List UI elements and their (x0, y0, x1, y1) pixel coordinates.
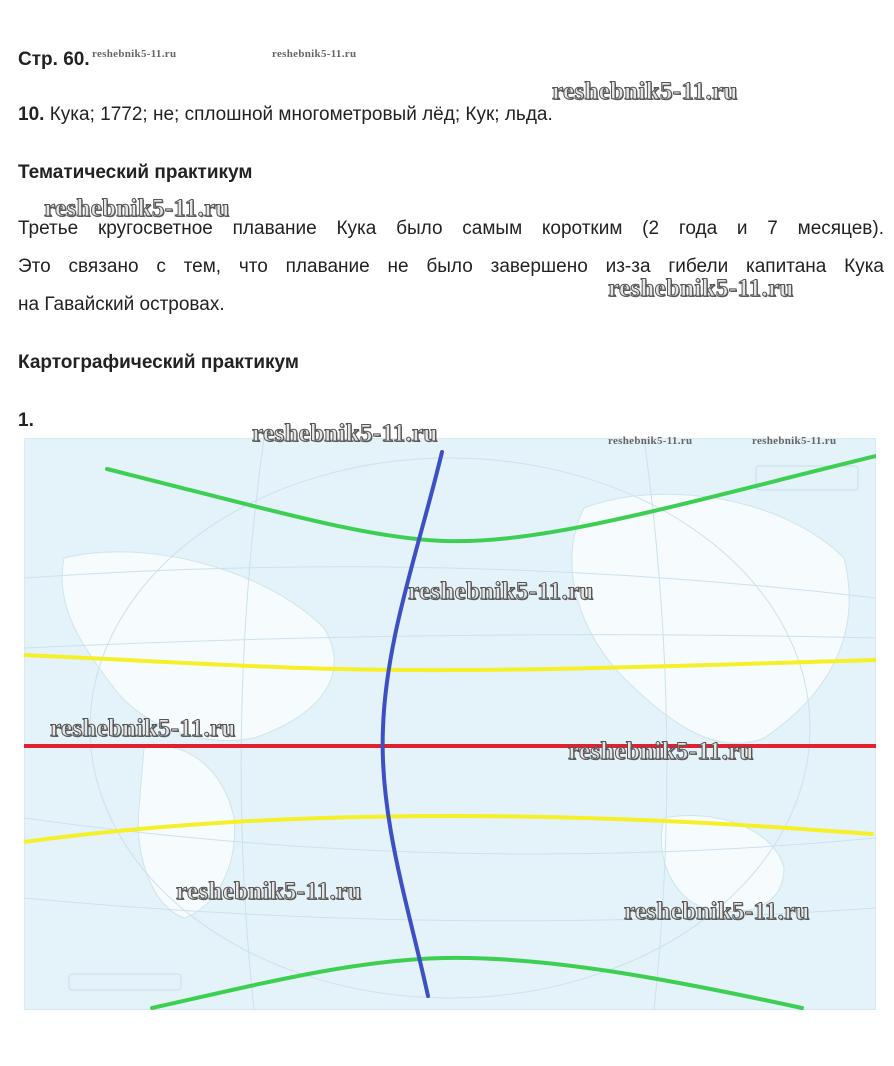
watermark-7: reshebnik5-11.ru (568, 738, 754, 765)
watermark-5: reshebnik5-11.ru (408, 578, 594, 605)
paragraph-line-3: на Гавайский островах. (18, 294, 225, 315)
answer-10-number: 10. (18, 104, 45, 125)
watermark-small-2: reshebnik5-11.ru (272, 48, 357, 60)
watermark-3: reshebnik5-11.ru (608, 275, 794, 302)
watermark-small-4: reshebnik5-11.ru (752, 435, 837, 447)
watermark-2: reshebnik5-11.ru (44, 195, 230, 222)
watermark-9: reshebnik5-11.ru (624, 898, 810, 925)
watermark-4: reshebnik5-11.ru (252, 420, 438, 447)
paragraph-line-1: Третье кругосветное плавание Кука было самым коротким (2 года и 7 месяцев). (18, 218, 884, 239)
watermark-small-3: reshebnik5-11.ru (608, 435, 693, 447)
section-title-thematic: Тематический практикум (18, 162, 253, 183)
page-reference: Стр. 60. (18, 49, 90, 70)
watermark-small-1: reshebnik5-11.ru (92, 48, 177, 60)
paragraph-line-2: Это связано с тем, что плавание не было завершено из-за гибели капитана Кука (18, 256, 884, 277)
section-title-cartographic: Картографический практикум (18, 352, 299, 373)
task-number: 1. (18, 410, 34, 431)
watermark-6: reshebnik5-11.ru (50, 715, 236, 742)
watermark-1: reshebnik5-11.ru (552, 78, 738, 105)
answer-10 (18, 104, 553, 126)
answer-10-text: Кука; 1772; не; сплошной многометровый лёд; Кук; льда. (44, 104, 553, 125)
thematic-paragraph (18, 210, 884, 324)
watermark-8: reshebnik5-11.ru (176, 878, 362, 905)
